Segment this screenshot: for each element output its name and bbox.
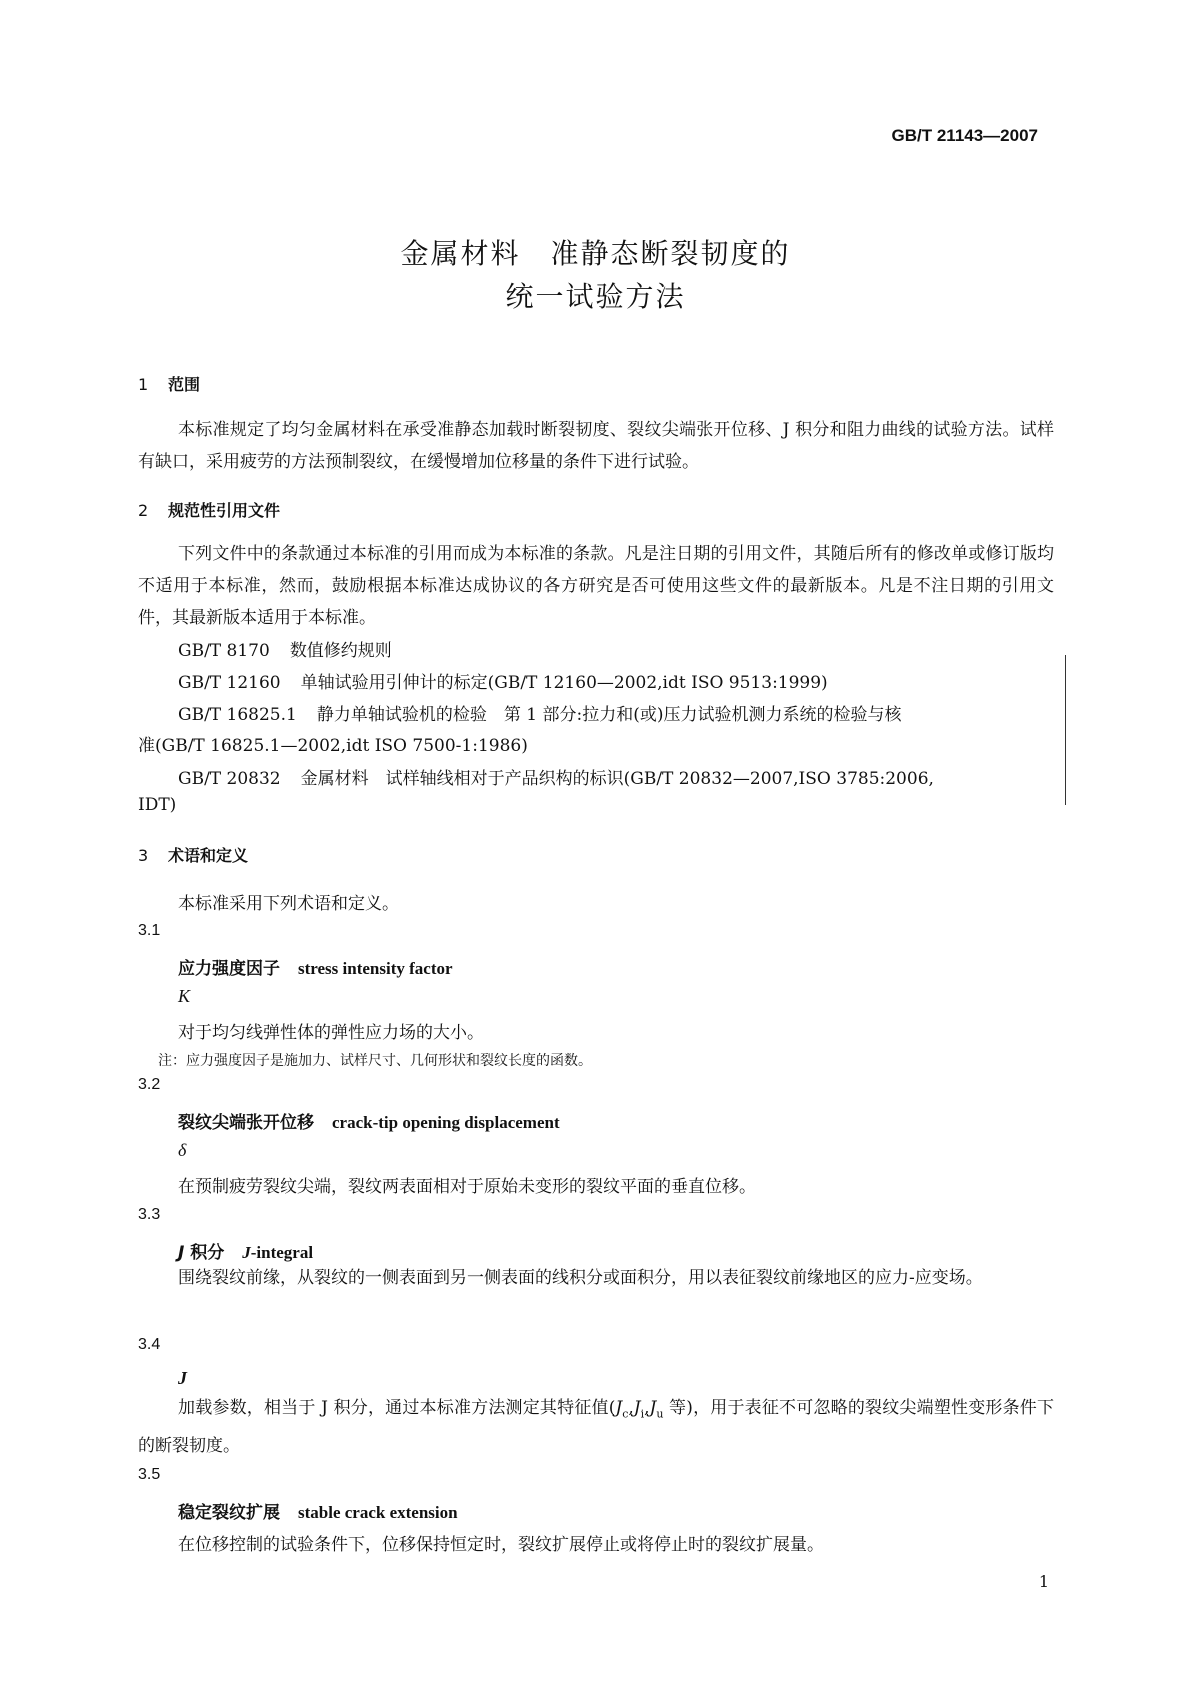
section-number: 3 xyxy=(138,846,149,865)
term-symbol: δ xyxy=(178,1140,187,1160)
section-1-heading xyxy=(138,372,200,395)
term-definition: 围绕裂纹前缘，从裂纹的一侧表面到另一侧表面的线积分或面积分，用以表征裂纹前缘地区的应力-应变场。 xyxy=(178,1268,983,1288)
section-1-text: 本标准规定了均匀金属材料在承受准静态加载时断裂韧度、裂纹尖端张开位移、J 积分和阻力曲线的试验方法。试样有缺口，采用疲劳的方法预制裂纹，在缓慢增加位移量的条件下进行试验。 xyxy=(138,420,1054,472)
term-symbol: J xyxy=(178,1368,187,1388)
document-title-line1: 金属材料 准静态断裂韧度的 xyxy=(400,237,791,270)
reference-code: GB/T 20832 xyxy=(178,769,281,789)
reference-code: GB/T 8170 xyxy=(178,641,270,661)
reference-continuation: 准(GB/T 16825.1—2002,idt ISO 7500-1:1986) xyxy=(138,736,528,756)
section-number: 1 xyxy=(138,375,149,394)
term-zh: 稳定裂纹扩展 xyxy=(178,1503,280,1523)
definition-part-b: 等)，用于表征不可忽略的裂纹尖端塑性变形条件下的断裂韧度。 xyxy=(138,1398,1054,1457)
section-title: 规范性引用文件 xyxy=(168,501,281,520)
term-definition: 加载参数，相当于 J 积分，通过本标准方法测定其特征值($J_c,J_i,J_u$ 等)，用于表征不可忽略的裂纹尖端塑性变形条件下的断裂韧度。 xyxy=(138,1398,1054,1457)
clause-number: 3.4 xyxy=(138,1336,161,1353)
value-subscript: u xyxy=(656,1407,664,1421)
reference-item xyxy=(178,636,392,661)
term-en xyxy=(242,1243,313,1262)
term-heading xyxy=(178,1238,313,1263)
section-2-text: 下列文件中的条款通过本标准的引用而成为本标准的条款。凡是注日期的引用文件，其随后所有的修改单或修订版均不适用于本标准，然而，鼓励根据本标准达成协议的各方研究是否可使用这些文件的最新版本。凡是不注日期的引用文件，其最新版本适用于本标准。 xyxy=(138,544,1054,628)
document-title-line2: 统一试验方法 xyxy=(505,280,686,313)
reference-continuation: IDT) xyxy=(138,795,177,815)
value-subscript: i xyxy=(640,1407,645,1421)
term-zh: 积分 xyxy=(190,1243,225,1263)
term-symbol: K xyxy=(178,986,191,1006)
definition-part-a: 加载参数，相当于 J 积分，通过本标准方法测定其特征值( xyxy=(178,1398,616,1418)
clause-number: 3.1 xyxy=(138,922,161,939)
page-number: 1 xyxy=(1038,1572,1049,1591)
reference-title: 单轴试验用引伸计的标定(GB/T 12160—2002,idt ISO 9513:1999) xyxy=(300,673,828,693)
reference-item xyxy=(178,700,901,725)
value-symbol: J xyxy=(649,1398,657,1418)
reference-item xyxy=(178,668,828,693)
clause-number: 3.3 xyxy=(138,1206,161,1223)
term-en: crack-tip opening displacement xyxy=(332,1113,560,1132)
section-3-heading xyxy=(138,843,248,866)
clause-number: 3.2 xyxy=(138,1076,161,1093)
value-subscript: c xyxy=(622,1407,629,1421)
term-en: stable crack extension xyxy=(298,1503,458,1522)
section-title: 范围 xyxy=(168,375,201,394)
term-zh: 裂纹尖端张开位移 xyxy=(178,1113,314,1133)
term-heading xyxy=(178,1108,560,1133)
reference-item xyxy=(178,764,934,789)
term-en-symbol: J xyxy=(242,1243,251,1262)
term-note: 注：应力强度因子是施加力、试样尺寸、几何形状和裂纹长度的函数。 xyxy=(158,1053,592,1069)
reference-title: 静力单轴试验机的检验 第 1 部分:拉力和(或)压力试验机测力系统的检验与核 xyxy=(316,705,902,725)
term-heading xyxy=(178,1498,458,1523)
term-en: stress intensity factor xyxy=(298,959,453,978)
section-number: 2 xyxy=(138,501,149,520)
clause-number: 3.5 xyxy=(138,1466,161,1483)
section-2-heading xyxy=(138,498,280,521)
change-bar xyxy=(1065,655,1066,805)
section-3-intro: 本标准采用下列术语和定义。 xyxy=(178,894,399,914)
term-definition: 在位移控制的试验条件下，位移保持恒定时，裂纹扩展停止或将停止时的裂纹扩展量。 xyxy=(178,1535,824,1555)
term-heading xyxy=(178,954,453,979)
reference-code: GB/T 12160 xyxy=(178,673,281,693)
section-title: 术语和定义 xyxy=(168,846,249,865)
reference-title: 数值修约规则 xyxy=(289,641,392,661)
term-zh: 应力强度因子 xyxy=(178,959,280,979)
standard-code: GB/T 21143—2007 xyxy=(891,126,1038,145)
term-symbol-inline: J xyxy=(178,1243,185,1263)
reference-title: 金属材料 试样轴线相对于产品织构的标识(GB/T 20832—2007,ISO 3785:2006, xyxy=(300,769,934,789)
term-definition: 对于均匀线弹性体的弹性应力场的大小。 xyxy=(178,1023,484,1043)
value-symbol: J xyxy=(615,1398,623,1418)
term-definition: 在预制疲劳裂纹尖端，裂纹两表面相对于原始未变形的裂纹平面的垂直位移。 xyxy=(178,1177,756,1197)
value-symbol: J xyxy=(633,1398,641,1418)
reference-code: GB/T 16825.1 xyxy=(178,705,297,725)
term-en-text: -integral xyxy=(250,1243,314,1262)
